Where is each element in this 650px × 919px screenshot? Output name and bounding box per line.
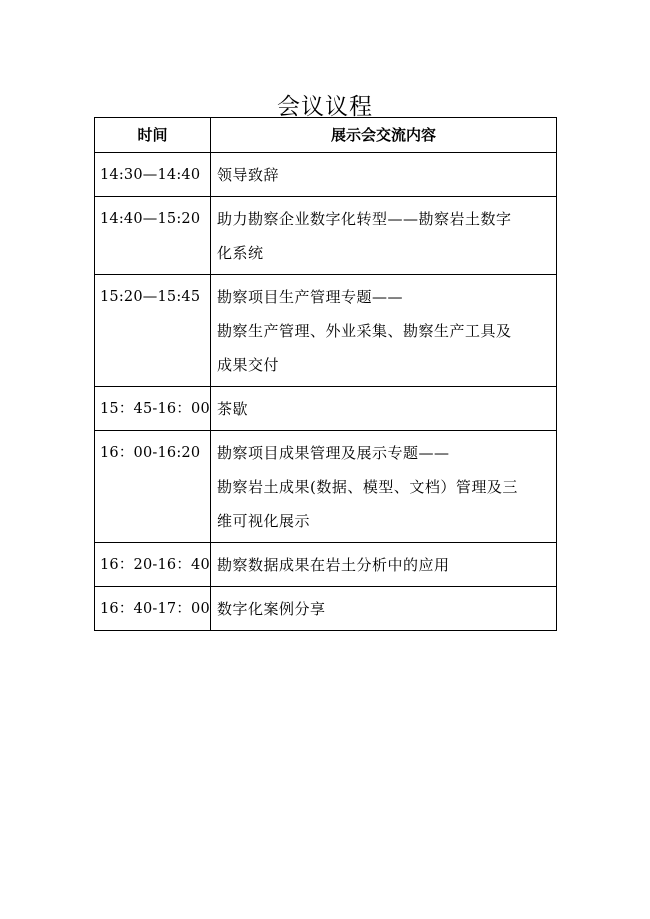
- content-cell: [211, 543, 557, 587]
- time-cell: 16：20-16：40: [95, 543, 211, 587]
- time-cell: 15：45-16：00: [95, 387, 211, 431]
- time-cell: 14:40—15:20: [95, 197, 211, 275]
- table-header-row: [95, 118, 557, 153]
- content-line: 勘察数据成果在岩土分析中的应用: [217, 556, 450, 574]
- time-cell: 16：40-17：00: [95, 587, 211, 631]
- table-row: [95, 431, 557, 543]
- content-line: 领导致辞: [217, 166, 280, 184]
- content-line: 成果交付: [217, 356, 280, 374]
- content-line: 数字化案例分享: [217, 600, 326, 618]
- content-line: 茶歇: [217, 400, 249, 418]
- table-row: [95, 275, 557, 387]
- time-cell: 14:30—14:40: [95, 153, 211, 197]
- time-cell: 16：00-16:20: [95, 431, 211, 543]
- table-row: [95, 197, 557, 275]
- content-line: 勘察项目成果管理及展示专题——: [217, 444, 450, 462]
- content-line: 勘察岩土成果(数据、模型、文档）管理及三: [217, 478, 518, 496]
- content-cell: [211, 275, 557, 387]
- table-row: [95, 387, 557, 431]
- page-title: 会议议程: [277, 94, 373, 121]
- content-line: 化系统: [217, 244, 264, 262]
- header-content: 展示会交流内容: [211, 118, 557, 153]
- content-cell: [211, 197, 557, 275]
- content-line: 助力勘察企业数字化转型——勘察岩土数字: [217, 210, 512, 228]
- table-row: [95, 153, 557, 197]
- content-cell: [211, 387, 557, 431]
- content-cell: [211, 431, 557, 543]
- content-line: 勘察项目生产管理专题——: [217, 288, 404, 306]
- header-time: 时间: [95, 118, 211, 153]
- content-cell: [211, 153, 557, 197]
- content-cell: [211, 587, 557, 631]
- content-line: 维可视化展示: [217, 512, 311, 530]
- content-line: 勘察生产管理、外业采集、勘察生产工具及: [217, 322, 512, 340]
- table-row: [95, 587, 557, 631]
- time-cell: 15:20—15:45: [95, 275, 211, 387]
- agenda-table: [94, 117, 557, 631]
- table-row: [95, 543, 557, 587]
